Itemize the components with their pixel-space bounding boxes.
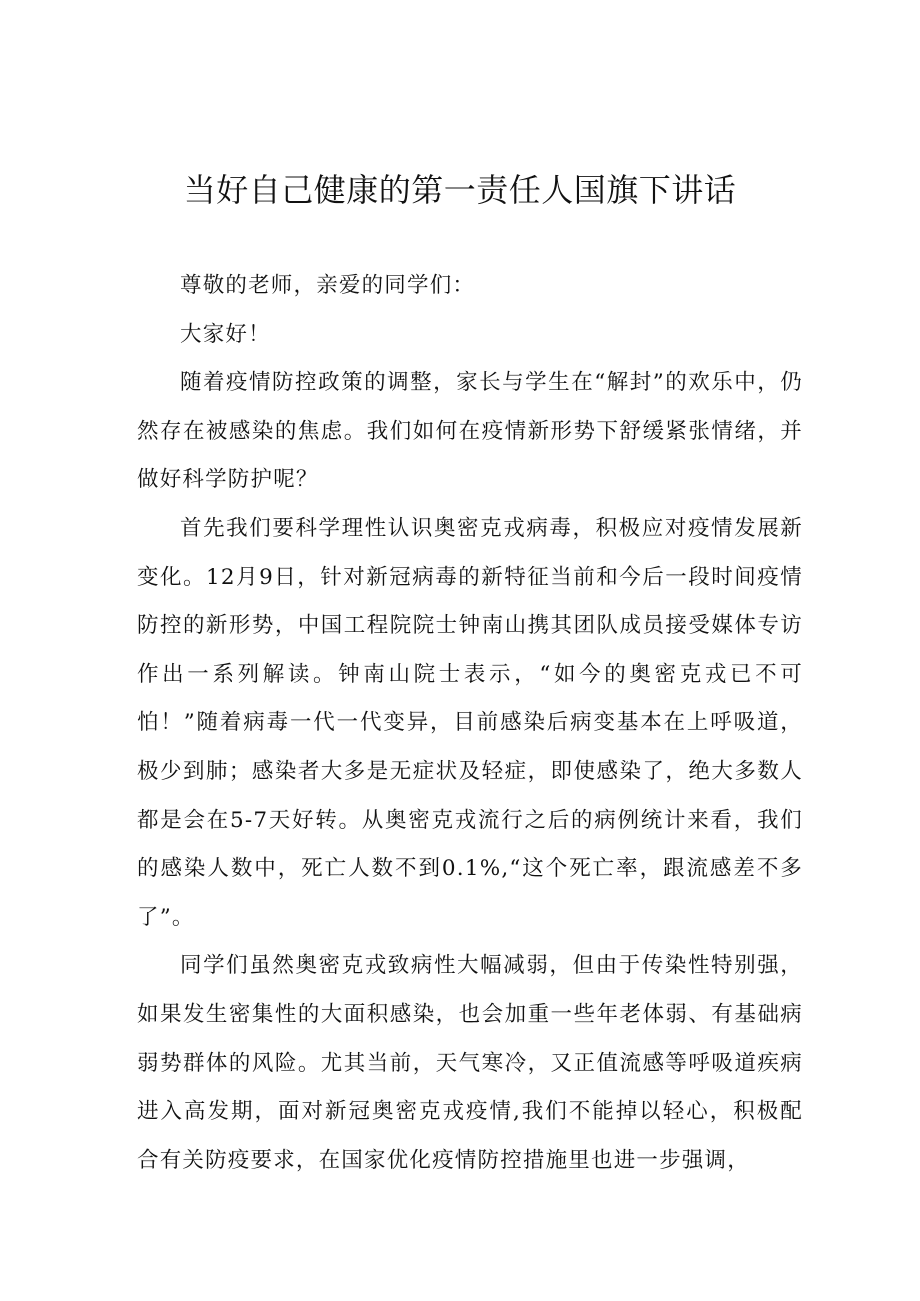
- body-paragraph: 首先我们要科学理性认识奥密克戎病毒，积极应对疫情发展新变化。12月9日，针对新冠病毒的新特征当前和今后一段时间疫情防控的新形势，中国工程院院士钟南山携其团队成员接受媒体专访作出一系列解读。钟南山院士表示，“如今的奥密克戎已不可怕！”随着病毒一代一代变异，目前感染后病变基本在上呼吸道，极少到肺；感染者大多是无症状及轻症，即使感染了，绝大多数人都是会在5-7天好转。从奥密克戎流行之后的病例统计来看，我们的感染人数中，死亡人数不到0.1%,“这个死亡率，跟流感差不多了”。: [137, 515, 803, 930]
- document-title: 当好自己健康的第一责任人国旗下讲话: [183, 171, 737, 209]
- body-paragraph: 随着疫情防控政策的调整，家长与学生在“解封”的欢乐中，仍然存在被感染的焦虑。我们如何在疫情新形势下舒缓紧张情绪，并做好科学防护呢？: [137, 370, 803, 493]
- body-paragraph: 同学们虽然奥密克戎致病性大幅减弱，但由于传染性特别强，如果发生密集性的大面积感染，也会加重一些年老体弱、有基础病弱势群体的风险。尤其当前，天气寒冷，又正值流感等呼吸道疾病进入高发期，面对新冠奥密克戎疫情,我们不能掉以轻心，积极配合有关防疫要求，在国家优化疫情防控措施里也进一步强调，: [137, 953, 803, 1173]
- document-body: [137, 262, 803, 1185]
- greeting-paragraph: 大家好！: [180, 321, 271, 347]
- salutation-paragraph: 尊敬的老师，亲爱的同学们：: [180, 273, 476, 298]
